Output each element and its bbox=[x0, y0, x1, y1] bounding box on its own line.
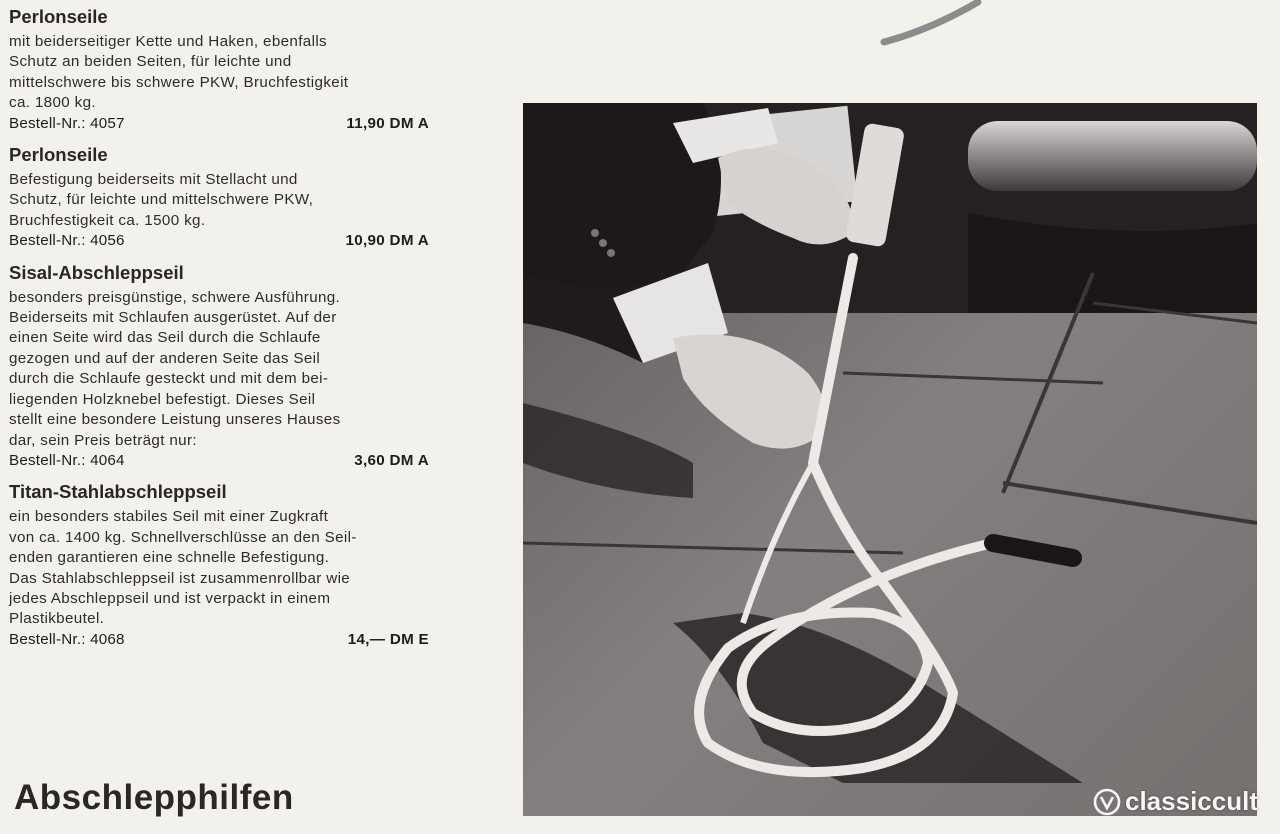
description-line: gezogen und auf der anderen Seite das Seil bbox=[9, 349, 321, 367]
product-photo bbox=[523, 103, 1257, 816]
description-line: mittelschwere bis schwere PKW, Bruchfestigkeit bbox=[9, 73, 349, 91]
tow-rope-illustration bbox=[523, 103, 1257, 816]
price: 14,— DM E bbox=[347, 630, 429, 648]
description-line: liegenden Holzknebel befestigt. Dieses Seil bbox=[9, 390, 316, 408]
product-title: Perlonseile bbox=[9, 144, 108, 166]
description-line: Beiderseits mit Schlaufen ausgerüstet. Auf der bbox=[9, 309, 337, 327]
price: 10,90 DM A bbox=[345, 232, 429, 250]
product-title: Perlonseile bbox=[9, 6, 108, 27]
description-line: dar, sein Preis beträgt nur: bbox=[9, 431, 197, 449]
description-line: Schutz an beiden Seiten, für leichte und bbox=[9, 53, 292, 71]
order-number: Bestell-Nr.: 4057 bbox=[9, 114, 125, 132]
product-list bbox=[9, 6, 429, 660]
price: 11,90 DM A bbox=[346, 114, 429, 132]
product-description bbox=[9, 32, 429, 114]
description-line: ca. 1800 kg. bbox=[9, 94, 96, 112]
product-entry bbox=[9, 262, 429, 472]
product-description bbox=[9, 288, 429, 451]
order-row bbox=[9, 114, 429, 134]
description-line: besonders preisgünstige, schwere Ausführung. bbox=[9, 288, 341, 306]
product-title: Sisal-Abschleppseil bbox=[9, 261, 184, 283]
order-number: Bestell-Nr.: 4068 bbox=[9, 630, 125, 648]
product-description bbox=[9, 507, 429, 629]
order-number: Bestell-Nr.: 4056 bbox=[9, 232, 125, 250]
order-row bbox=[9, 451, 429, 471]
description-line: Bruchfestigkeit ca. 1500 kg. bbox=[9, 211, 206, 229]
product-title: Titan-Stahlabschleppseil bbox=[9, 481, 227, 503]
description-line: Schutz, für leichte und mittelschwere PKW, bbox=[9, 191, 314, 209]
description-line: ein besonders stabiles Seil mit einer Zugkraft bbox=[9, 508, 329, 526]
product-entry bbox=[9, 481, 429, 650]
description-line: von ca. 1400 kg. Schnellverschlüsse an den Seil- bbox=[9, 528, 357, 546]
description-line: durch die Schlaufe gesteckt und mit dem bei- bbox=[9, 370, 329, 388]
section-title: Abschlepphilfen bbox=[14, 778, 294, 817]
description-line: Das Stahlabschleppseil ist zusammenrollbar wie bbox=[9, 569, 351, 587]
description-line: jedes Abschleppseil und ist verpackt in einem bbox=[9, 589, 331, 607]
price: 3,60 DM A bbox=[354, 451, 429, 469]
description-line: Plastikbeutel. bbox=[9, 610, 105, 628]
product-entry bbox=[9, 144, 429, 252]
watermark bbox=[1093, 786, 1258, 817]
order-number: Bestell-Nr.: 4064 bbox=[9, 451, 125, 469]
product-entry bbox=[9, 6, 429, 134]
product-description bbox=[9, 170, 429, 231]
description-line: Befestigung beiderseits mit Stellacht und bbox=[9, 171, 298, 189]
watermark-text: classiccult bbox=[1125, 786, 1258, 816]
description-line: enden garantieren eine schnelle Befestigung. bbox=[9, 549, 330, 567]
hose-fragment bbox=[880, 0, 1000, 50]
order-row bbox=[9, 630, 429, 650]
description-line: einen Seite wird das Seil durch die Schlaufe bbox=[9, 329, 321, 347]
description-line: stellt eine besondere Leistung unseres Hauses bbox=[9, 411, 341, 429]
order-row bbox=[9, 231, 429, 251]
description-line: mit beiderseitiger Kette und Haken, ebenfalls bbox=[9, 33, 327, 50]
classiccult-logo-icon bbox=[1093, 788, 1121, 816]
